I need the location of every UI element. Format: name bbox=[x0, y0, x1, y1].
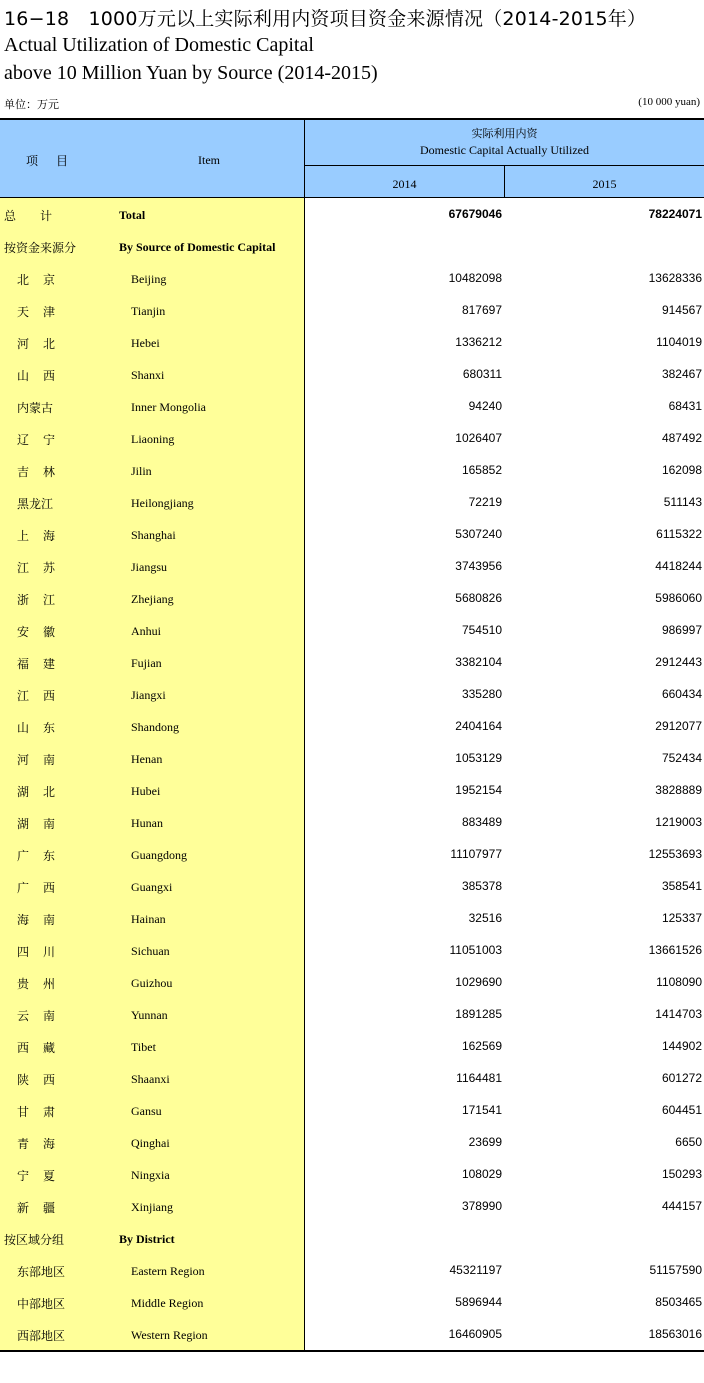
row-label-en: Hebei bbox=[131, 336, 160, 350]
row-label-cn: 按区域分组 bbox=[4, 1233, 65, 1247]
value-2014: 5896944 bbox=[455, 1295, 502, 1309]
value-2014: 385378 bbox=[461, 879, 502, 893]
row-label-cn: 青海 bbox=[17, 1137, 70, 1151]
table-row bbox=[0, 742, 704, 774]
row-label-cn: 按资金来源分 bbox=[4, 241, 77, 255]
unit-label-en: (10 000 yuan) bbox=[638, 96, 700, 108]
value-2015: 2912443 bbox=[655, 655, 702, 669]
row-label-en: Hubei bbox=[131, 784, 161, 798]
table-row bbox=[0, 358, 704, 390]
value-2014: 32516 bbox=[468, 911, 502, 925]
row-label-cn: 山东 bbox=[17, 721, 70, 735]
row-label-en: Jiangsu bbox=[131, 560, 167, 574]
value-2015: 78224071 bbox=[648, 207, 702, 221]
row-label-en: Inner Mongolia bbox=[131, 400, 206, 414]
value-2015: 8503465 bbox=[655, 1295, 702, 1309]
value-2015: 382467 bbox=[661, 367, 702, 381]
value-2014: 883489 bbox=[461, 815, 502, 829]
table-row bbox=[0, 1318, 704, 1350]
row-label-cn: 广西 bbox=[17, 881, 70, 895]
table-row bbox=[0, 870, 704, 902]
row-label-en: Gansu bbox=[131, 1104, 162, 1118]
table-row bbox=[0, 1254, 704, 1286]
row-label-en: Yunnan bbox=[131, 1008, 168, 1022]
value-2014: 754510 bbox=[461, 623, 502, 637]
row-label-en: Henan bbox=[131, 752, 163, 766]
value-2015: 604451 bbox=[661, 1103, 702, 1117]
row-label-en: Jiangxi bbox=[131, 688, 166, 702]
value-2015: 5986060 bbox=[655, 591, 702, 605]
table-row bbox=[0, 902, 704, 934]
value-2014: 67679046 bbox=[448, 207, 502, 221]
row-label-en: By Source of Domestic Capital bbox=[119, 240, 276, 254]
header-item-cn: 项目 bbox=[26, 154, 87, 168]
table-row bbox=[0, 710, 704, 742]
row-label-cn: 河南 bbox=[17, 753, 70, 767]
value-2015: 1414703 bbox=[655, 1007, 702, 1021]
table-row bbox=[0, 966, 704, 998]
value-2015: 752434 bbox=[661, 751, 702, 765]
value-2014: 3382104 bbox=[455, 655, 502, 669]
value-2015: 12553693 bbox=[648, 847, 702, 861]
table-row bbox=[0, 262, 704, 294]
value-2014: 94240 bbox=[468, 399, 502, 413]
value-2015: 4418244 bbox=[655, 559, 702, 573]
row-label-en: Fujian bbox=[131, 656, 162, 670]
value-2014: 165852 bbox=[461, 463, 502, 477]
row-label-cn: 西部地区 bbox=[17, 1329, 66, 1343]
table-row bbox=[0, 1030, 704, 1062]
row-label-cn: 浙江 bbox=[17, 593, 70, 607]
value-2014: 2404164 bbox=[455, 719, 502, 733]
table-row bbox=[0, 838, 704, 870]
row-label-en: Anhui bbox=[131, 624, 161, 638]
row-label-cn: 广东 bbox=[17, 849, 70, 863]
row-label-cn: 天津 bbox=[17, 305, 70, 319]
header-group-cn: 实际利用内资 bbox=[471, 127, 538, 140]
row-label-cn: 新疆 bbox=[17, 1201, 70, 1215]
table-row bbox=[0, 1286, 704, 1318]
table-row bbox=[0, 774, 704, 806]
row-label-cn: 湖南 bbox=[17, 817, 70, 831]
row-label-en: Zhejiang bbox=[131, 592, 174, 606]
value-2014: 72219 bbox=[468, 495, 502, 509]
value-2015: 51157590 bbox=[649, 1263, 702, 1277]
value-2015: 986997 bbox=[661, 623, 702, 637]
table-row bbox=[0, 390, 704, 422]
header-year-2014: 2014 bbox=[392, 177, 417, 191]
row-label-en: Xinjiang bbox=[131, 1200, 173, 1214]
row-label-en: Guangxi bbox=[131, 880, 173, 894]
row-label-en: Shandong bbox=[131, 720, 179, 734]
table-header bbox=[0, 118, 704, 198]
row-label-en: Western Region bbox=[131, 1328, 208, 1342]
row-label-en: Heilongjiang bbox=[131, 496, 194, 510]
table-row bbox=[0, 1094, 704, 1126]
table-body bbox=[0, 198, 704, 1352]
table-row bbox=[0, 998, 704, 1030]
row-label-cn: 北京 bbox=[17, 273, 70, 287]
value-2015: 3828889 bbox=[655, 783, 702, 797]
row-label-en: Guangdong bbox=[131, 848, 187, 862]
value-2015: 6115322 bbox=[656, 527, 702, 541]
value-2015: 6650 bbox=[675, 1135, 702, 1149]
row-label-cn: 四川 bbox=[17, 945, 70, 959]
row-label-en: Guizhou bbox=[131, 976, 173, 990]
section-row bbox=[0, 1222, 704, 1254]
row-label-en: Sichuan bbox=[131, 944, 170, 958]
row-label-cn: 东部地区 bbox=[17, 1265, 66, 1279]
value-2015: 68431 bbox=[668, 399, 702, 413]
row-label-cn: 云南 bbox=[17, 1009, 70, 1023]
row-label-en: By District bbox=[119, 1232, 175, 1246]
row-label-cn: 江西 bbox=[17, 689, 70, 703]
table-row bbox=[0, 1190, 704, 1222]
value-2015: 162098 bbox=[661, 463, 702, 477]
value-2015: 358541 bbox=[661, 879, 702, 893]
row-label-en: Shanghai bbox=[131, 528, 176, 542]
row-label-en: Beijing bbox=[131, 272, 167, 286]
row-label-cn: 甘肃 bbox=[17, 1105, 70, 1119]
value-2015: 125337 bbox=[661, 911, 702, 925]
value-2014: 1026407 bbox=[455, 431, 502, 445]
value-2014: 1336212 bbox=[455, 335, 502, 349]
table-row bbox=[0, 646, 704, 678]
value-2014: 1891285 bbox=[455, 1007, 502, 1021]
table-row bbox=[0, 550, 704, 582]
row-label-en: Tianjin bbox=[131, 304, 166, 318]
table-row bbox=[0, 326, 704, 358]
row-label-cn: 中部地区 bbox=[17, 1297, 66, 1311]
row-label-en: Tibet bbox=[131, 1040, 156, 1054]
value-2014: 162569 bbox=[461, 1039, 502, 1053]
value-2014: 1952154 bbox=[455, 783, 502, 797]
value-2014: 680311 bbox=[462, 367, 502, 381]
row-label-cn: 西藏 bbox=[17, 1041, 70, 1055]
value-2015: 1219003 bbox=[655, 815, 702, 829]
value-2014: 378990 bbox=[461, 1199, 502, 1213]
table-row bbox=[0, 934, 704, 966]
table-row bbox=[0, 582, 704, 614]
value-2014: 16460905 bbox=[448, 1327, 502, 1341]
value-2014: 23699 bbox=[468, 1135, 502, 1149]
table-row bbox=[0, 518, 704, 550]
value-2015: 2912077 bbox=[655, 719, 702, 733]
row-label-cn: 宁夏 bbox=[17, 1169, 70, 1183]
value-2014: 171541 bbox=[461, 1103, 502, 1117]
value-2015: 144902 bbox=[661, 1039, 702, 1053]
row-label-en: Shaanxi bbox=[131, 1072, 170, 1086]
unit-label-cn: 单位：万元 bbox=[4, 98, 59, 111]
row-label-cn: 总计 bbox=[4, 209, 77, 223]
value-2014: 335280 bbox=[461, 687, 502, 701]
table-row bbox=[0, 614, 704, 646]
value-2015: 18563016 bbox=[648, 1327, 702, 1341]
row-label-en: Ningxia bbox=[131, 1168, 170, 1182]
row-label-en: Total bbox=[119, 208, 146, 222]
value-2015: 914567 bbox=[661, 303, 702, 317]
table-title-en-line1: Actual Utilization of Domestic Capital bbox=[4, 34, 314, 56]
row-label-cn: 辽宁 bbox=[17, 433, 70, 447]
row-label-en: Hunan bbox=[131, 816, 163, 830]
value-2014: 11051003 bbox=[449, 943, 502, 957]
table-row bbox=[0, 806, 704, 838]
row-label-cn: 福建 bbox=[17, 657, 70, 671]
header-year-2015: 2015 bbox=[592, 177, 617, 191]
data-table bbox=[0, 118, 704, 1352]
row-label-cn: 河北 bbox=[17, 337, 70, 351]
value-2014: 10482098 bbox=[448, 271, 502, 285]
row-label-en: Qinghai bbox=[131, 1136, 170, 1150]
value-2014: 45321197 bbox=[449, 1263, 502, 1277]
table-row bbox=[0, 454, 704, 486]
row-label-cn: 安徽 bbox=[17, 625, 70, 639]
table-row bbox=[0, 1062, 704, 1094]
value-2015: 660434 bbox=[661, 687, 702, 701]
section-row bbox=[0, 230, 704, 262]
table-row bbox=[0, 1158, 704, 1190]
value-2015: 13628336 bbox=[648, 271, 702, 285]
value-2014: 108029 bbox=[461, 1167, 502, 1181]
table-row bbox=[0, 294, 704, 326]
row-label-cn: 吉林 bbox=[17, 465, 70, 479]
row-label-cn: 内蒙古 bbox=[17, 401, 54, 415]
row-label-en: Jilin bbox=[131, 464, 152, 478]
row-label-cn: 上海 bbox=[17, 529, 70, 543]
header-group-en: Domestic Capital Actually Utilized bbox=[420, 143, 589, 157]
row-label-cn: 陕西 bbox=[17, 1073, 70, 1087]
table-row bbox=[0, 486, 704, 518]
table-title-cn: 16−18 1000万元以上实际利用内资项目资金来源情况（2014-2015年） bbox=[4, 8, 647, 30]
row-label-en: Liaoning bbox=[131, 432, 175, 446]
row-label-cn: 江苏 bbox=[17, 561, 70, 575]
table-title-en-line2: above 10 Million Yuan by Source (2014-2015) bbox=[4, 62, 378, 84]
row-label-cn: 山西 bbox=[17, 369, 70, 383]
table-row bbox=[0, 422, 704, 454]
row-label-en: Middle Region bbox=[131, 1296, 204, 1310]
value-2014: 5680826 bbox=[455, 591, 502, 605]
value-2014: 3743956 bbox=[455, 559, 502, 573]
value-2015: 150293 bbox=[661, 1167, 702, 1181]
value-2015: 444157 bbox=[661, 1199, 702, 1213]
row-label-cn: 海南 bbox=[17, 913, 70, 927]
value-2015: 511143 bbox=[663, 495, 702, 509]
value-2014: 1053129 bbox=[455, 751, 502, 765]
value-2014: 5307240 bbox=[455, 527, 502, 541]
row-label-en: Eastern Region bbox=[131, 1264, 205, 1278]
value-2015: 601272 bbox=[661, 1071, 702, 1085]
row-label-cn: 黑龙江 bbox=[17, 497, 54, 511]
total-row bbox=[0, 198, 704, 230]
table-row bbox=[0, 678, 704, 710]
value-2015: 487492 bbox=[661, 431, 702, 445]
value-2014: 11107977 bbox=[450, 847, 502, 861]
value-2015: 13661526 bbox=[648, 943, 702, 957]
table-row bbox=[0, 1126, 704, 1158]
row-label-en: Hainan bbox=[131, 912, 166, 926]
value-2015: 1104019 bbox=[656, 335, 702, 349]
value-2014: 817697 bbox=[461, 303, 502, 317]
value-2014: 1164481 bbox=[456, 1071, 502, 1085]
value-2015: 1108090 bbox=[656, 975, 702, 989]
row-label-cn: 贵州 bbox=[17, 977, 70, 991]
row-label-cn: 湖北 bbox=[17, 785, 70, 799]
row-label-en: Shanxi bbox=[131, 368, 165, 382]
header-item-en: Item bbox=[198, 153, 220, 167]
value-2014: 1029690 bbox=[455, 975, 502, 989]
